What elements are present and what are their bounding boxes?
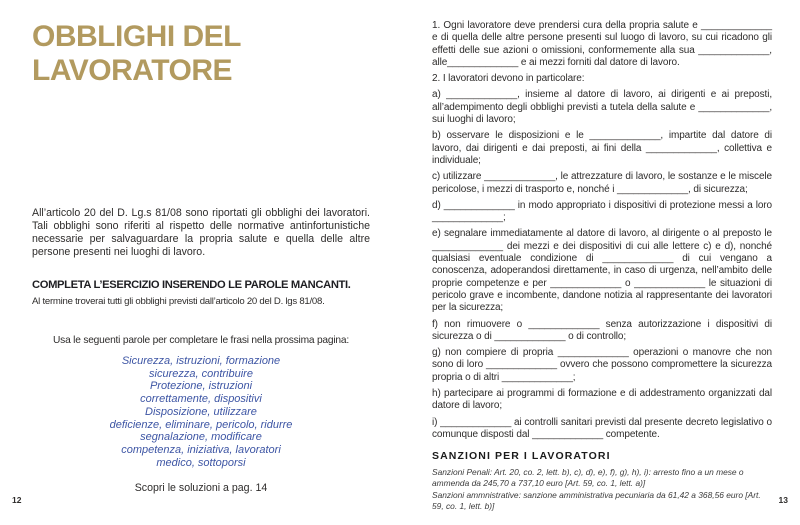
word-bank-line: medico, sottoporsi xyxy=(156,456,246,469)
page-number-left: 12 xyxy=(12,495,22,505)
word-bank-line: Disposizione, utilizzare xyxy=(145,405,257,418)
sanctions-heading: SANZIONI PER I LAVORATORI xyxy=(432,450,611,463)
word-bank-line: Protezione, istruzioni xyxy=(149,380,253,393)
exercise-note: Al termine troverai tutti gli obblighi previsti dall’articolo 20 del D. lgs 81/08. xyxy=(32,296,325,307)
legal-paragraph: h) partecipare ai programmi di formazione e di addestramento organizzati dal datore di lavoro; xyxy=(432,388,772,412)
legal-items xyxy=(432,20,772,441)
page-title-line: LAVORATORE xyxy=(32,54,233,87)
page-title-line: OBBLIGHI DEL xyxy=(32,20,241,53)
word-bank-line: Sicurezza, istruzioni, formazione xyxy=(121,355,281,367)
sanction-line: Sanzioni ammnistrative: sanzione amministrativa pecuniaria da 61,42 a 368,56 euro [Art. 59, co. 1, lett. b)] xyxy=(432,490,761,511)
sanctions-list xyxy=(432,467,772,511)
legal-paragraph: d) _____________ in modo appropriato i dispositivi di protezione messi a loro _____________; xyxy=(432,199,772,224)
legal-paragraph: 1. Ogni lavoratore deve prendersi cura della propria salute e _____________ e di quella delle altre persone presenti sul luogo di lavoro, su cui ricadono gli effetti delle sue azioni o omissioni, conformemente alla sua _____________, alle_____________ e ai mezzi forniti dal datore di lavoro. xyxy=(432,20,772,68)
legal-paragraph: c) utilizzare _____________, le attrezzature di lavoro, le sostanze e le miscele pericolose, i mezzi di trasporto e, nonché i _____________, di sicurezza; xyxy=(432,171,772,195)
legal-paragraph: g) non compiere di propria _____________ operazioni o manovre che non sono di loro _____________ ovvero che possono compromettere la sicurezza propria o di altri _____________; xyxy=(432,347,772,383)
legal-text-column xyxy=(432,20,772,514)
exercise-heading: COMPLETA L’ESERCIZIO INSERENDO LE PAROLE MANCANTI. xyxy=(32,279,351,291)
page-number-right: 13 xyxy=(778,495,788,505)
legal-paragraph: e) segnalare immediatamente al datore di lavoro, al dirigente o al preposto le _____________ dei mezzi e dei dispositivi di cui alle lettere c) e d), nonché qualsiasi eventuale condizione di _____________ di cui vengano a conoscenza, adoperandosi direttamente, in caso di urgenza, nell’ambito delle proprie competenze e per _____________ o _____________ le situazioni di pericolo grave e incombente, dandone notizia al rappresentante dei lavoratori per la sicurezza; xyxy=(432,228,772,314)
sanction-line: Sanzioni Penali: Art. 20, co. 2, lett. b), c), d), e), f), g), h), i): arresto fino a un mese o ammenda da 245,70 a 737,10 euro [Art. 59, co. 1, lett. a)] xyxy=(432,467,744,488)
word-bank-line: segnalazione, modificare xyxy=(140,431,262,444)
intro-paragraph: All’articolo 20 del D. Lg.s 81/08 sono riportati gli obblighi dei lavoratori. Tali obblighi sono riferiti al rispetto delle normative antinfortunistiche necessarie per salvaguardare la propria salute e quella delle altre persone presenti nei luoghi di lavoro. xyxy=(32,206,370,259)
page-title xyxy=(32,20,241,88)
word-bank xyxy=(32,355,370,469)
word-bank-line: correttamente, dispositivi xyxy=(140,393,262,406)
word-bank-instruction: Usa le seguenti parole per completare le frasi nella prossima pagina: xyxy=(53,335,349,346)
legal-paragraph: a) _____________, insieme al datore di lavoro, ai dirigenti e ai preposti, all’adempimento degli obblighi previsti a tutela della salute e _____________, sui luoghi di lavoro; xyxy=(432,89,772,126)
word-bank-line: competenza, iniziativa, lavoratori xyxy=(121,443,281,456)
word-bank-line: sicurezza, contribuire xyxy=(149,367,253,380)
legal-paragraph: b) osservare le disposizioni e le _____________, impartite dal datore di lavoro, dai dirigenti e dai preposti, ai fini della _____________, collettiva e individuale; xyxy=(432,130,772,166)
legal-paragraph: 2. I lavoratori devono in particolare: xyxy=(432,73,585,85)
solutions-note: Scopri le soluzioni a pag. 14 xyxy=(134,482,268,494)
legal-paragraph: i) _____________ ai controlli sanitari previsti dal presente decreto legislativo o comunque disposti dal _____________ competente. xyxy=(432,416,772,440)
word-bank-line: deficienze, eliminare, pericolo, ridurre xyxy=(109,418,293,431)
legal-paragraph: f) non rimuovere o _____________ senza autorizzazione i dispositivi di sicurezza o di _____________ o di controllo; xyxy=(432,318,772,342)
